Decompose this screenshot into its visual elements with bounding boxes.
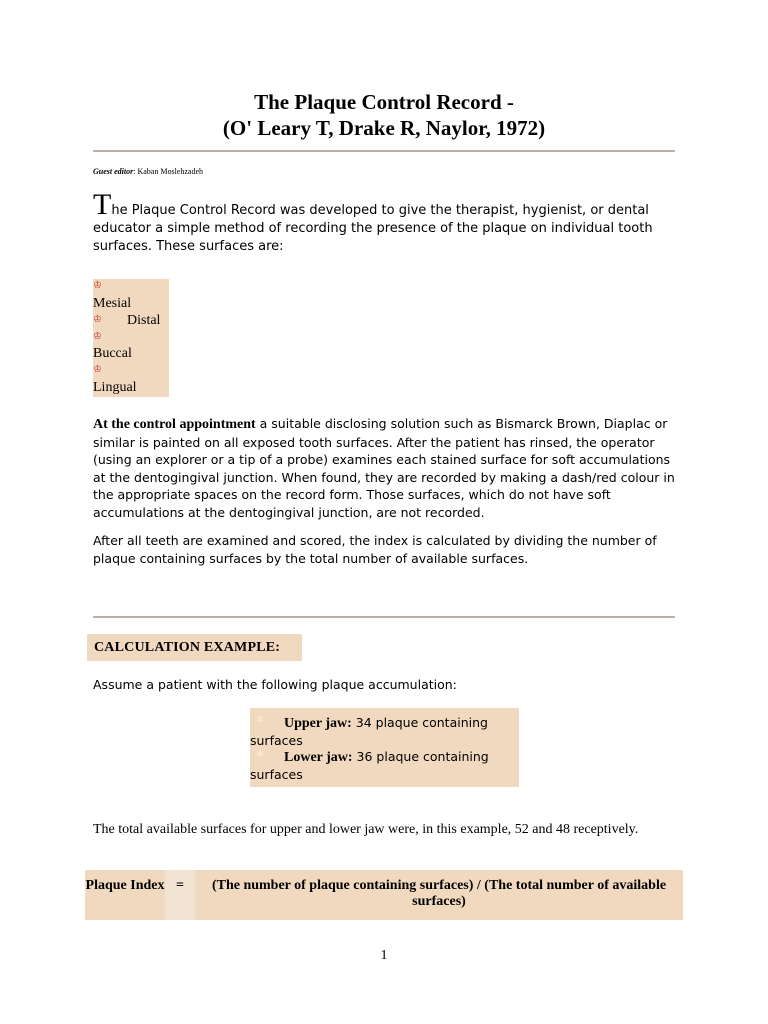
jaw-box xyxy=(250,708,519,787)
surface-item-buccal: Buccal xyxy=(93,346,132,361)
surfaces-list xyxy=(93,279,169,397)
calculation-heading: CALCULATION EXAMPLE: xyxy=(87,634,302,661)
upper-jaw-text: 34 plaque containing surfaces xyxy=(250,715,488,748)
control-lead: At the control appointment xyxy=(93,417,256,432)
title-line-2: (O' Leary T, Drake R, Naylor, 1972) xyxy=(222,116,546,140)
formula-left-cell xyxy=(85,870,165,920)
bullet-icon: ♔ xyxy=(93,331,102,342)
formula-right: (The number of plaque containing surfaces) / (The total number of available surfaces) xyxy=(211,878,667,909)
total-surfaces-paragraph: The total available surfaces for upper and lower jaw were, in this example, 52 and 48 receptively. xyxy=(93,822,639,837)
lower-jaw-text: 36 plaque containing surfaces xyxy=(250,749,489,782)
title-line-1: The Plaque Control Record - xyxy=(254,90,514,114)
formula-right-cell xyxy=(195,870,683,920)
guest-editor-name: : Kaban Moslehzadeh xyxy=(133,167,203,176)
control-paragraph xyxy=(93,415,675,521)
guest-editor-label: Guest editor xyxy=(93,167,134,176)
bullet-icon: ✱ xyxy=(256,715,265,726)
guest-editor-line xyxy=(93,167,203,176)
formula-equals: = xyxy=(176,878,184,893)
bullet-icon: ♔ xyxy=(93,364,102,375)
lower-jaw-line xyxy=(250,748,512,783)
bullet-icon: ♔ xyxy=(93,314,102,325)
formula-equals-cell xyxy=(165,870,195,920)
bullet-icon: ♔ xyxy=(93,280,102,291)
after-paragraph: After all teeth are examined and scored, the index is calculated by dividing the number of plaque containing surfaces by the total number of available surfaces. xyxy=(93,533,657,566)
surface-item-distal: Distal xyxy=(127,313,161,328)
formula-left: Plaque Index xyxy=(85,878,165,893)
upper-jaw-line xyxy=(250,714,512,749)
intro-text: he Plaque Control Record was developed to give the therapist, hygienist, or dental educator a simple method of recording the presence of the plaque on individual tooth surfaces. These surfaces are: xyxy=(93,203,653,254)
intro-paragraph xyxy=(93,188,653,256)
bullet-icon: ✱ xyxy=(256,749,265,760)
lower-jaw-label: Lower jaw: xyxy=(284,750,353,765)
divider-middle xyxy=(93,616,675,618)
surface-item-lingual: Lingual xyxy=(93,380,137,395)
control-text: a suitable disclosing solution such as Bismarck Brown, Diaplac or similar is painted on all exposed tooth surfaces. After the patient has rinsed, the operator (using an explorer or a tip of a probe) examines each stained surface for soft accumulations at the dentogingival junction. When found, they are recorded by making a dash/red colour in the appropriate spaces on the record form. Those surfaces, which do not have soft accumulations at the dentogingival junction, are not recorded. xyxy=(93,416,675,520)
upper-jaw-label: Upper jaw: xyxy=(284,716,352,731)
divider-top xyxy=(93,150,675,152)
assume-text: Assume a patient with the following plaque accumulation: xyxy=(93,677,457,692)
document-page xyxy=(85,0,675,1024)
surface-item-mesial: Mesial xyxy=(93,296,132,311)
page-number: 1 xyxy=(380,948,388,963)
formula-table xyxy=(85,870,683,920)
drop-cap: T xyxy=(93,188,112,221)
